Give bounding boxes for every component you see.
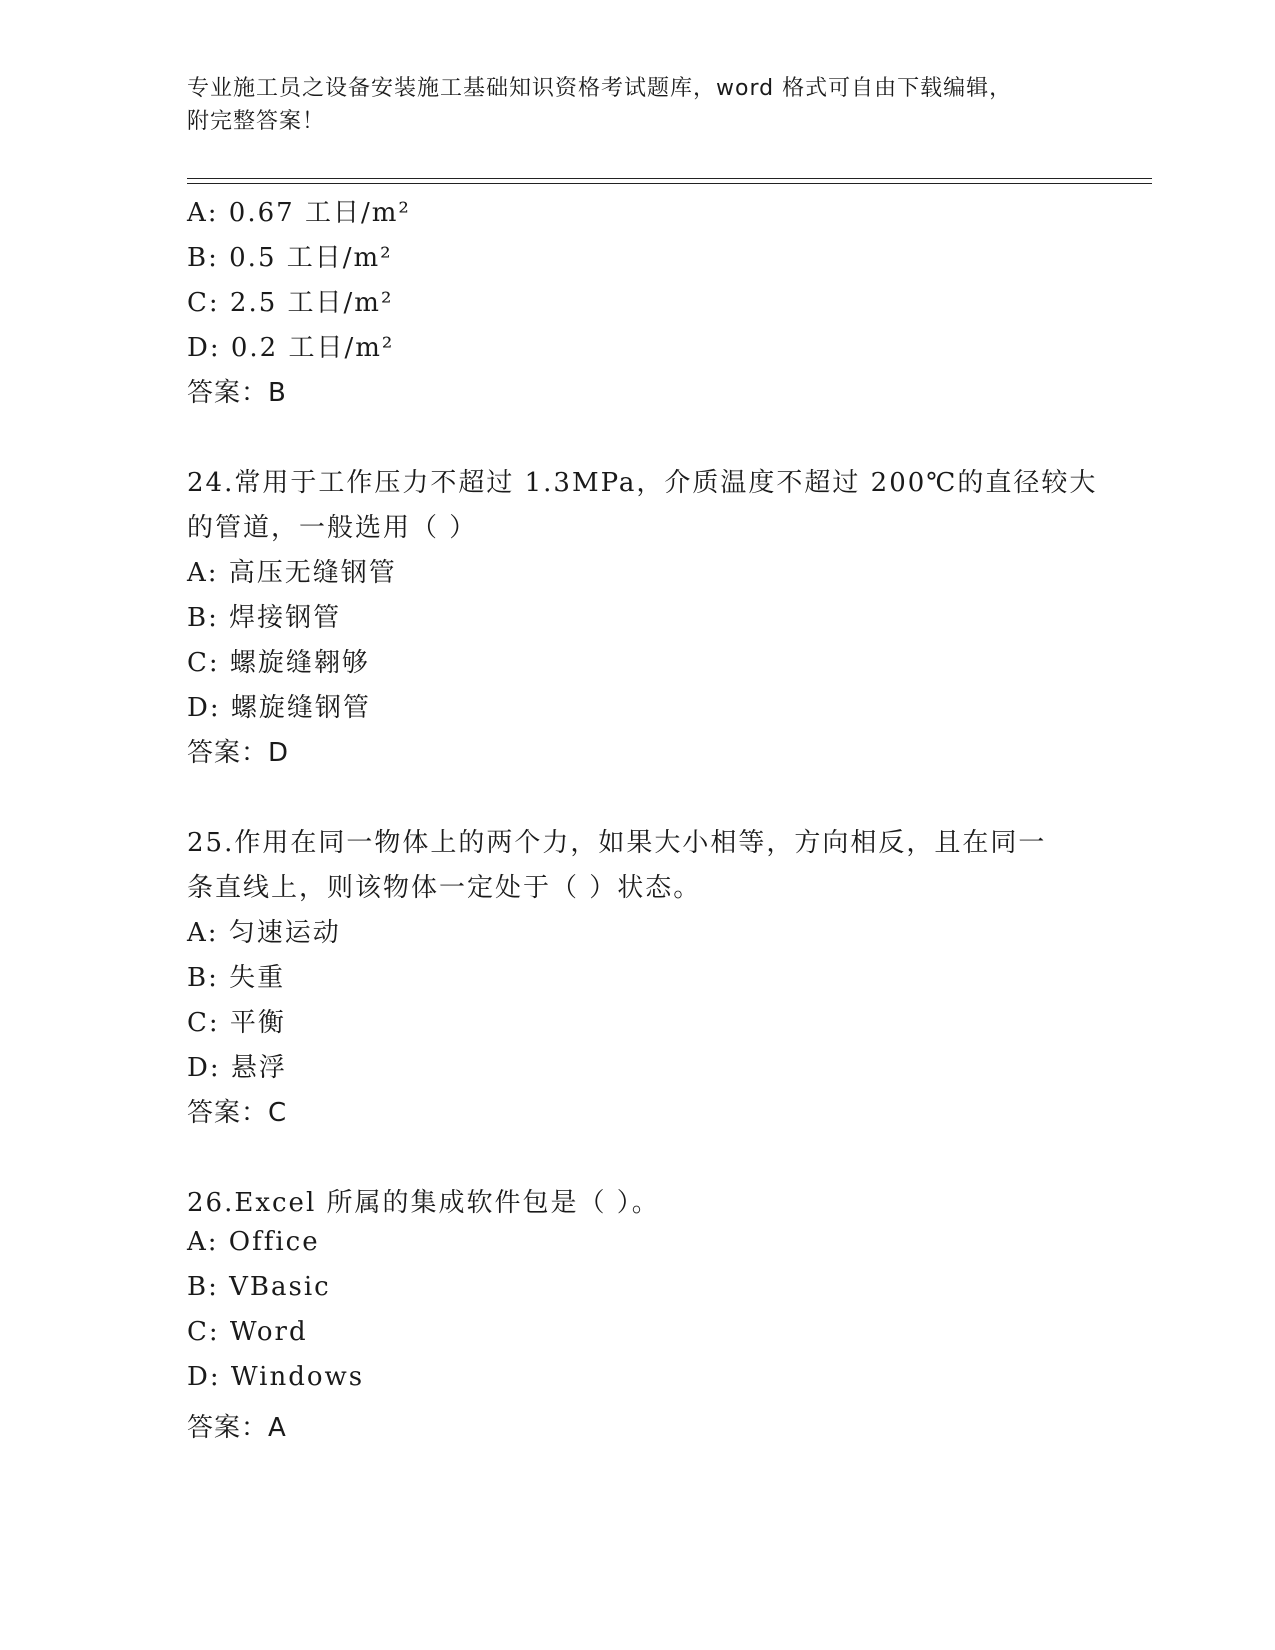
q23-option-c: C: 2.5 工日/m²	[187, 288, 394, 318]
q25-option-b: B: 失重	[187, 963, 286, 993]
q25-option-d: D: 悬浮	[187, 1053, 287, 1083]
q26-option-b: B: VBasic	[187, 1272, 331, 1302]
document-header	[187, 72, 1067, 138]
q23-answer: 答案：B	[187, 378, 287, 408]
header-line-1: 专业施工员之设备安装施工基础知识资格考试题库，word 格式可自由下载编辑，	[187, 76, 1013, 101]
q24-answer: 答案：D	[187, 738, 290, 768]
q26-option-d: D: Windows	[187, 1362, 365, 1392]
q24-stem-line-2: 的管道，一般选用（ ）	[187, 513, 478, 543]
q26-option-a: A: Office	[187, 1227, 320, 1257]
q26-answer: 答案：A	[187, 1413, 287, 1443]
q26-stem-line-1: 26.Excel 所属的集成软件包是（ ）。	[187, 1188, 660, 1218]
q23-option-a: A: 0.67 工日/m²	[187, 198, 411, 228]
q26-option-c: C: Word	[187, 1317, 308, 1347]
q24-option-a: A: 高压无缝钢管	[187, 558, 397, 588]
q25-stem-line-1: 25.作用在同一物体上的两个力，如果大小相等，方向相反，且在同一	[187, 828, 1047, 858]
q25-option-a: A: 匀速运动	[187, 918, 341, 948]
q24-option-d: D: 螺旋缝钢管	[187, 693, 371, 723]
q25-answer: 答案：C	[187, 1098, 288, 1128]
header-divider-top	[187, 178, 1152, 179]
q23-option-b: B: 0.5 工日/m²	[187, 243, 393, 273]
q24-stem-line-1: 24.常用于工作压力不超过 1.3MPa，介质温度不超过 200℃的直径较大	[187, 468, 1098, 498]
q24-option-b: B: 焊接钢管	[187, 603, 342, 633]
q24-option-c: C: 螺旋缝翱够	[187, 648, 370, 678]
header-divider-bottom	[187, 183, 1152, 184]
q25-option-c: C: 平衡	[187, 1008, 286, 1038]
q23-option-d: D: 0.2 工日/m²	[187, 333, 395, 363]
header-line-2: 附完整答案！	[187, 109, 326, 134]
q25-stem-line-2: 条直线上，则该物体一定处于（ ）状态。	[187, 873, 702, 903]
